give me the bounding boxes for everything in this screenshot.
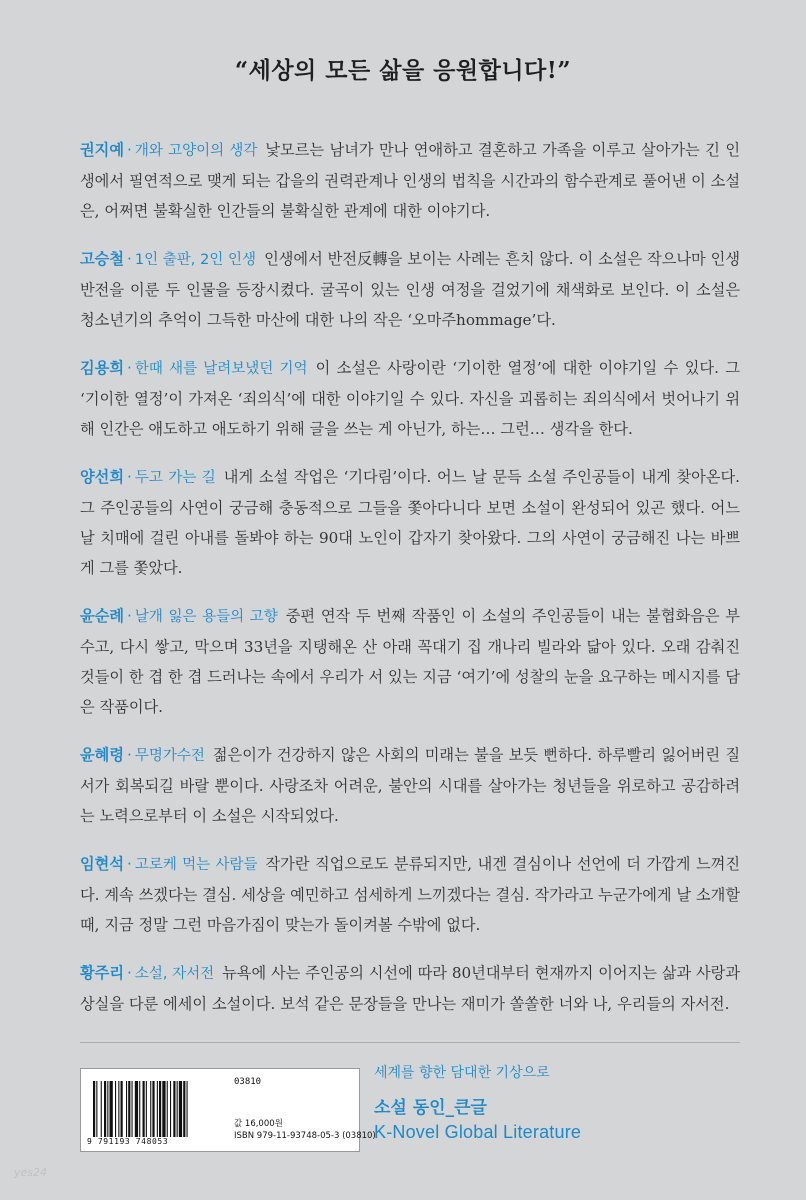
entry-separator: · xyxy=(127,607,132,626)
entry-title: 고로케 먹는 사람들 xyxy=(134,857,258,874)
footer-divider xyxy=(80,1042,740,1043)
entry-title: 개와 고양이의 생각 xyxy=(134,143,258,160)
entry-author: 김용희 xyxy=(80,359,125,378)
entry-author: 양선희 xyxy=(80,468,125,487)
entry-separator: · xyxy=(127,855,132,874)
entry-lim-hyunseok xyxy=(80,849,740,940)
entry-author: 황주리 xyxy=(80,964,125,983)
entry-yoon-hyeryeong xyxy=(80,740,740,831)
entry-kim-yonghee xyxy=(80,353,740,444)
series-subtitle: 세계를 향한 담대한 기상으로 xyxy=(374,1065,550,1081)
entry-title: 한때 새를 날려보냈던 기억 xyxy=(134,361,308,378)
isbn-barcode-box xyxy=(80,1068,376,1152)
entry-author: 고승철 xyxy=(80,250,125,269)
entry-title: 두고 가는 길 xyxy=(134,470,216,487)
watermark-logo: yes24 xyxy=(14,1166,48,1179)
entry-title: 날개 잃은 용들의 고향 xyxy=(134,609,278,626)
entry-text: 뉴욕에 사는 주인공의 시선에 따라 80년대부터 현재까지 이어지는 삶과 사랑과 상실을 다룬 에세이 소설이다. 보석 같은 문장들을 만나는 재미가 쏠쏠한 너와 나, 우리들의 자서전. xyxy=(80,964,740,1014)
entry-author: 임현석 xyxy=(80,855,125,874)
entry-text: 작가란 직업으로도 분류되지만, 내겐 결심이나 선언에 더 가깝게 느껴진다. 계속 쓰겠다는 결심. 세상을 예민하고 섬세하게 느끼겠다는 결심. 작가라고 누군가에게 날 소개할 때, 지금 정말 그런 마음가짐이 맞는가 돌이켜볼 수밖에 없다. xyxy=(80,855,740,935)
barcode-add-on: 03810 xyxy=(234,1077,262,1087)
headline-quote: “세상의 모든 삶을 응원합니다!” xyxy=(234,57,572,84)
entry-title: 무명가수전 xyxy=(134,748,205,765)
entry-kwon-jiye xyxy=(80,135,740,226)
barcode-icon xyxy=(91,1081,231,1137)
entry-author: 윤순례 xyxy=(80,607,125,626)
entry-separator: · xyxy=(127,746,132,765)
entry-separator: · xyxy=(127,359,132,378)
author-entries xyxy=(80,120,740,1037)
entry-separator: · xyxy=(127,964,132,983)
entry-ko-seungcheol xyxy=(80,244,740,335)
entry-author: 윤혜령 xyxy=(80,746,125,765)
entry-text: 내게 소설 작업은 ‘기다림’이다. 어느 날 문득 소설 주인공들이 내게 찾아온다. 그 주인공들의 사연이 궁금해 충동적으로 그들을 쫓아다니다 보면 소설이 완성되어 있곤 했다. 어느 날 치매에 걸린 아내를 돌봐야 하는 90대 노인이 갑자기 찾아왔다. 그의 사연이 궁금해진 나는 바쁘게 그를 쫓았다. xyxy=(80,468,740,578)
entry-title: 1인 출판, 2인 인생 xyxy=(134,252,257,269)
entry-text: 인생에서 반전反轉을 보이는 사례는 흔치 않다. 이 소설은 작으나마 인생 반전을 이룬 두 인물을 등장시켰다. 굴곡이 있는 인생 여정을 걸었기에 채색화로 보인다. 이 소설은 청소년기의 추억이 그득한 마산에 대한 나의 작은 ‘오마주hommage’다. xyxy=(80,250,740,330)
entry-separator: · xyxy=(127,468,132,487)
entry-author: 권지예 xyxy=(80,141,125,160)
entry-yang-sunhee xyxy=(80,462,740,583)
series-english-title: K-Novel Global Literature xyxy=(374,1122,582,1142)
entry-text: 이 소설은 사랑이란 ‘기이한 열정’에 대한 이야기일 수 있다. 그 ‘기이한 열정’이 가져온 ‘죄의식’에 대한 이야기일 수 있다. 자신을 괴롭히는 죄의식에서 벗어나기 위해 인간은 애도하고 애도하기 위해 글을 쓰는 게 아닌가, 하는… 그런… 생각을 한다. xyxy=(80,359,741,439)
entry-separator: · xyxy=(127,250,132,269)
series-title: 소설 동인_큰글 xyxy=(374,1098,487,1118)
entry-text: 중편 연작 두 번째 작품인 이 소설의 주인공들이 내는 불협화음은 부수고, 다시 쌓고, 막으며 33년을 지탱해온 산 아래 꼭대기 집 개나리 빌라와 닮아 있다. 오래 감춰진 것들이 한 겹 한 겹 드러나는 속에서 우리가 서 있는 지금 ‘여기’에 성찰의 눈을 요구하는 메시지를 담은 작품이다. xyxy=(80,607,740,717)
isbn-number: ISBN 979-11-93748-05-3 (03810) xyxy=(234,1131,376,1141)
entry-text: 낯모르는 남녀가 만나 연애하고 결혼하고 가족을 이루고 살아가는 긴 인생에서 필연적으로 맺게 되는 갑을의 권력관계나 인생의 법칙을 시간과의 함수관계로 풀어낸 이 소설은, 어쩌면 불확실한 인간들의 불확실한 관계에 대한 이야기다. xyxy=(80,141,740,221)
entry-text: 젊은이가 건강하지 않은 사회의 미래는 불을 보듯 뻔하다. 하루빨리 잃어버린 질서가 회복되길 바랄 뿐이다. 사랑조차 어려운, 불안의 시대를 살아가는 청년들을 위로하고 공감하려는 노력으로부터 이 소설은 시작되었다. xyxy=(80,746,740,826)
entry-yoon-sunrye xyxy=(80,601,740,722)
entry-hwang-juri xyxy=(80,958,740,1019)
barcode-digits: 9 791193 748053 xyxy=(87,1137,169,1146)
entry-title: 소설, 자서전 xyxy=(134,966,215,983)
entry-separator: · xyxy=(127,141,132,160)
book-price: 값 16,000원 xyxy=(234,1119,283,1129)
